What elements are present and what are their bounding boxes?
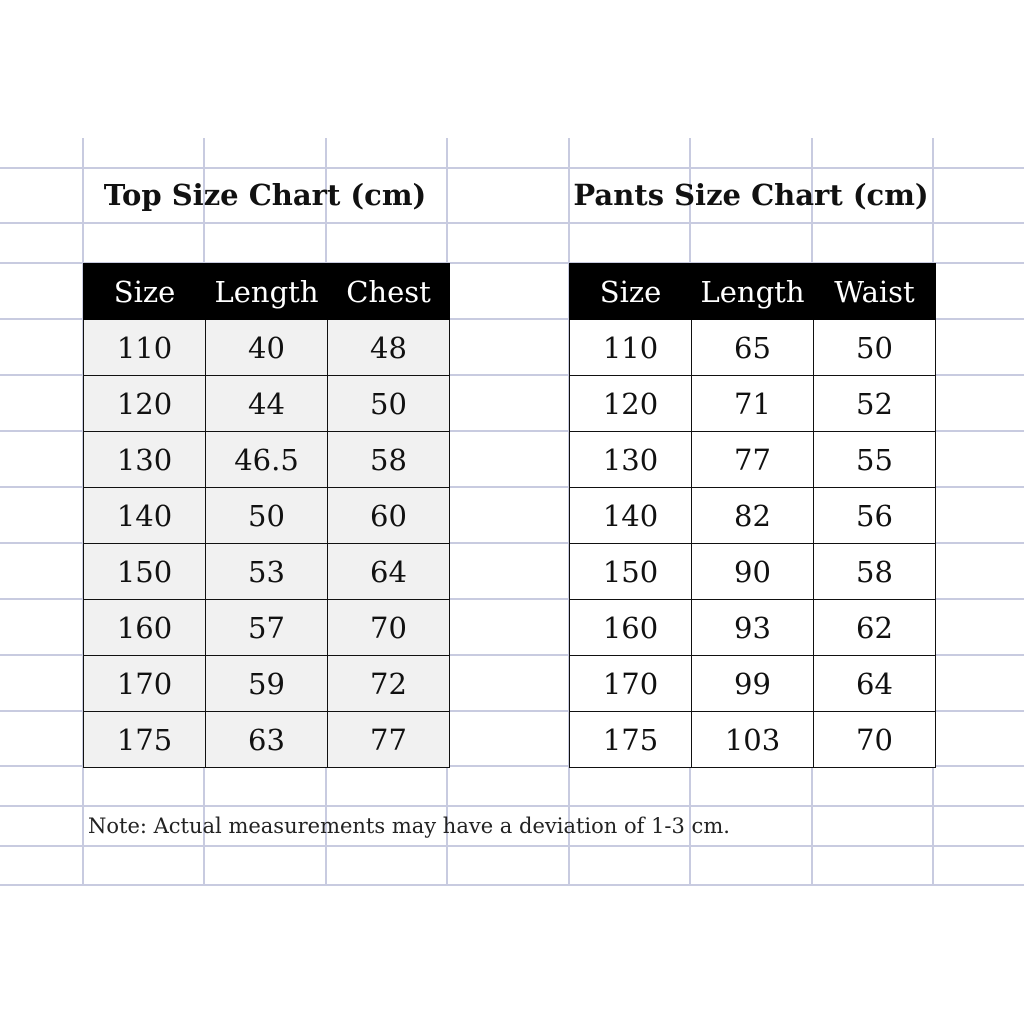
table-header-row <box>570 264 936 320</box>
table-row <box>570 656 936 712</box>
table-cell: 99 <box>692 656 814 712</box>
table-cell: 71 <box>692 376 814 432</box>
table-cell: 140 <box>570 488 692 544</box>
table-cell: 62 <box>814 600 936 656</box>
table-cell: 63 <box>206 712 328 768</box>
table-row <box>84 488 450 544</box>
header-length: Length <box>692 264 814 320</box>
pants-size-table <box>569 263 936 768</box>
table-cell: 44 <box>206 376 328 432</box>
table-cell: 52 <box>814 376 936 432</box>
table-cell: 46.5 <box>206 432 328 488</box>
top-size-chart-title: Top Size Chart (cm) <box>103 178 427 212</box>
table-cell: 110 <box>84 320 206 376</box>
table-cell: 93 <box>692 600 814 656</box>
table-cell: 70 <box>814 712 936 768</box>
table-cell: 56 <box>814 488 936 544</box>
table-cell: 50 <box>328 376 450 432</box>
table-cell: 160 <box>84 600 206 656</box>
table-row <box>570 712 936 768</box>
table-cell: 59 <box>206 656 328 712</box>
table-cell: 120 <box>570 376 692 432</box>
table-row <box>570 320 936 376</box>
table-cell: 58 <box>814 544 936 600</box>
table-cell: 130 <box>84 432 206 488</box>
table-cell: 57 <box>206 600 328 656</box>
table-cell: 175 <box>84 712 206 768</box>
table-cell: 130 <box>570 432 692 488</box>
table-cell: 77 <box>692 432 814 488</box>
table-cell: 65 <box>692 320 814 376</box>
table-cell: 64 <box>814 656 936 712</box>
header-chest: Chest <box>328 264 450 320</box>
table-cell: 72 <box>328 656 450 712</box>
header-size: Size <box>84 264 206 320</box>
table-cell: 70 <box>328 600 450 656</box>
table-cell: 160 <box>570 600 692 656</box>
table-row <box>570 376 936 432</box>
table-row <box>570 544 936 600</box>
table-cell: 150 <box>570 544 692 600</box>
table-cell: 77 <box>328 712 450 768</box>
table-cell: 170 <box>84 656 206 712</box>
table-cell: 170 <box>570 656 692 712</box>
table-cell: 58 <box>328 432 450 488</box>
table-cell: 140 <box>84 488 206 544</box>
table-row <box>570 432 936 488</box>
header-size: Size <box>570 264 692 320</box>
table-row <box>570 488 936 544</box>
table-row <box>84 376 450 432</box>
table-cell: 48 <box>328 320 450 376</box>
table-cell: 82 <box>692 488 814 544</box>
table-cell: 50 <box>206 488 328 544</box>
table-cell: 110 <box>570 320 692 376</box>
header-waist: Waist <box>814 264 936 320</box>
header-length: Length <box>206 264 328 320</box>
table-cell: 103 <box>692 712 814 768</box>
table-cell: 120 <box>84 376 206 432</box>
table-row <box>84 712 450 768</box>
table-cell: 60 <box>328 488 450 544</box>
table-cell: 175 <box>570 712 692 768</box>
table-cell: 53 <box>206 544 328 600</box>
table-cell: 55 <box>814 432 936 488</box>
pants-size-chart-title: Pants Size Chart (cm) <box>573 178 929 212</box>
table-cell: 64 <box>328 544 450 600</box>
table-row <box>84 432 450 488</box>
measurement-note: Note: Actual measurements may have a deviation of 1-3 cm. <box>88 814 730 838</box>
table-row <box>570 600 936 656</box>
table-row <box>84 320 450 376</box>
top-size-table <box>83 263 450 768</box>
table-row <box>84 544 450 600</box>
table-cell: 90 <box>692 544 814 600</box>
table-cell: 50 <box>814 320 936 376</box>
table-row <box>84 656 450 712</box>
table-header-row <box>84 264 450 320</box>
table-cell: 150 <box>84 544 206 600</box>
table-cell: 40 <box>206 320 328 376</box>
table-row <box>84 600 450 656</box>
